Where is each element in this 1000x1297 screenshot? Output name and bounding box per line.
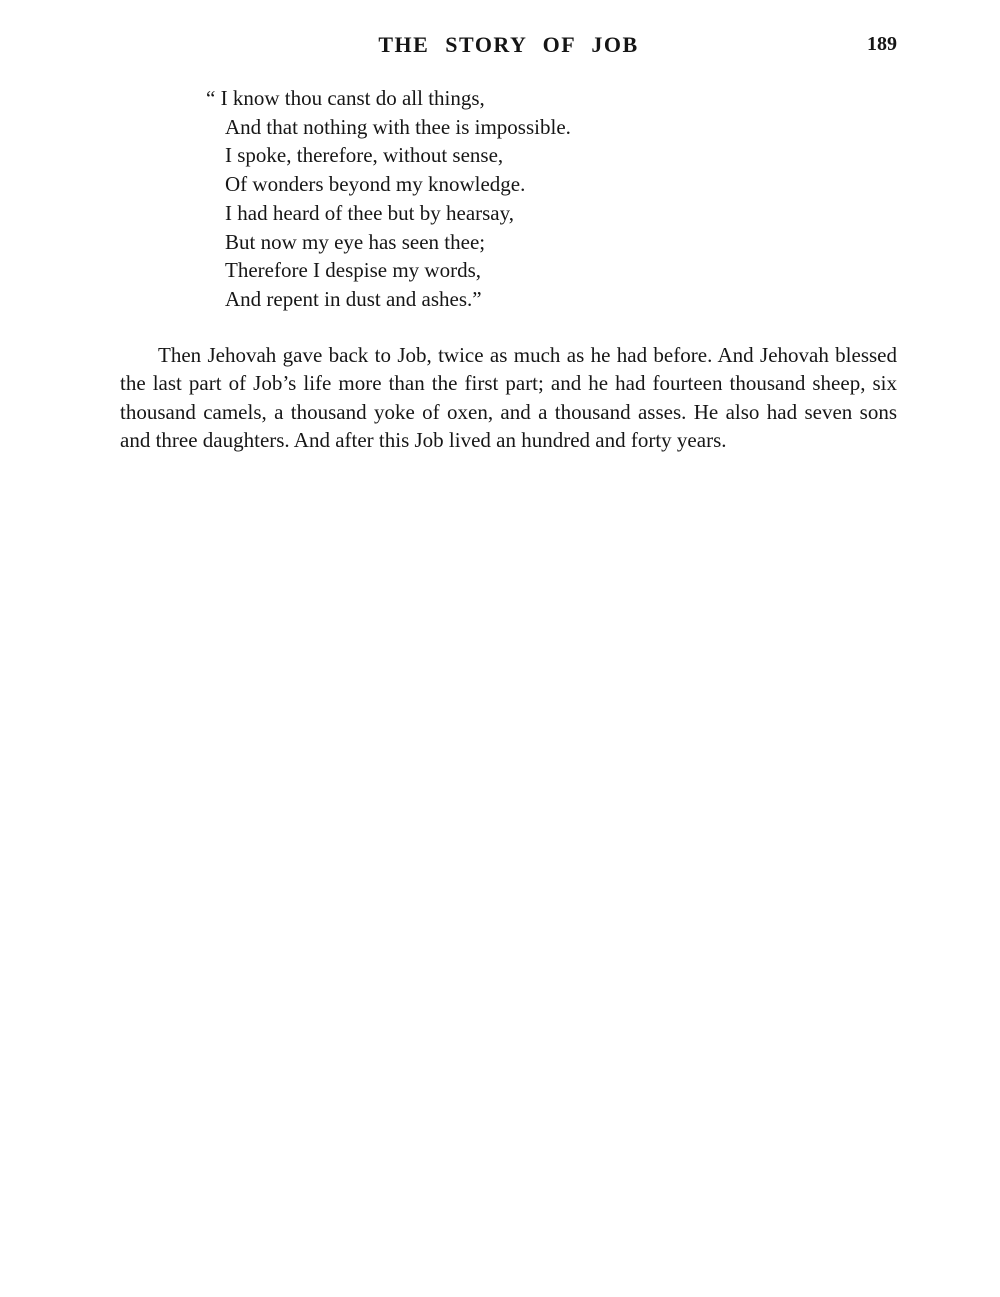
verse-line: I had heard of thee but by hearsay, [225, 200, 515, 225]
verse-line: I spoke, therefore, without sense, [225, 143, 504, 168]
verse-line: And that nothing with thee is impossible. [225, 114, 571, 139]
verse-line: And repent in dust and ashes.” [225, 286, 482, 311]
page-number: 189 [867, 33, 897, 55]
verse-line: Of wonders beyond my knowledge. [225, 172, 526, 197]
page-header [120, 32, 897, 66]
prose-paragraph: Then Jehovah gave back to Job, twice as much as he had before. And Jehovah blessed the last part of Job’s life more than the first part; and he had fourteen thousand sheep, six thousand camels, a thousand yoke of oxen, and a thousand asses. He also had seven sons and three daughters. And after this Job lived an hundred and forty years. [120, 342, 897, 453]
verse-line: “ I know thou canst do all things, [206, 86, 485, 110]
page-content [0, 0, 1000, 455]
verse-block [206, 84, 897, 314]
verse-line: But now my eye has seen thee; [225, 229, 486, 254]
verse-line: Therefore I despise my words, [225, 258, 481, 283]
page-title: THE STORY OF JOB [378, 32, 639, 57]
